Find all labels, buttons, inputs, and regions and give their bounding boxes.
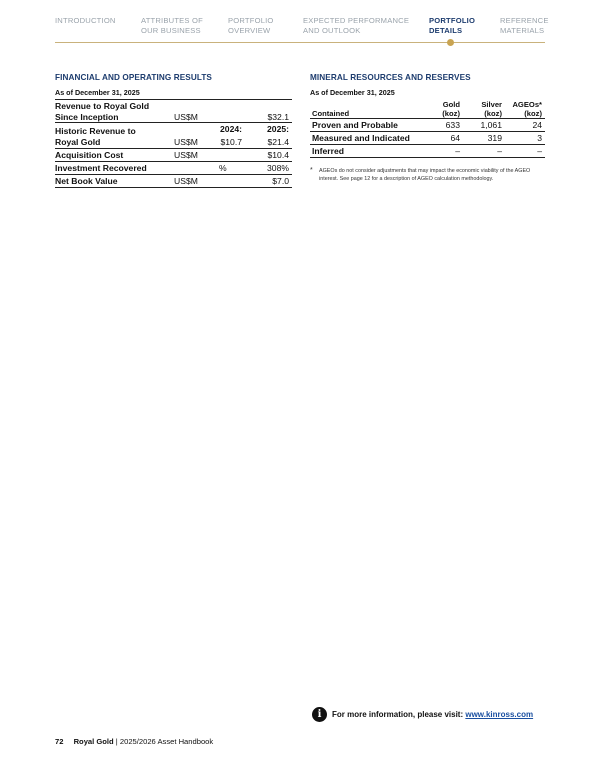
row-value: $32.1 bbox=[267, 112, 289, 122]
row-label-line2: Royal Gold bbox=[55, 137, 101, 147]
table-row bbox=[55, 123, 292, 149]
nav-reference-materials-line2: MATERIALS bbox=[500, 26, 545, 35]
footnote-text: AGEOs do not consider adjustments that may impact the economic viability of the AGEO interest. See page 12 for a description of AGEO calculation methodology. bbox=[319, 168, 531, 182]
header-gold-unit: (koz) bbox=[442, 109, 460, 118]
header-silver-unit: (koz) bbox=[484, 109, 502, 118]
footer-separator: | bbox=[113, 737, 120, 746]
table-row bbox=[55, 175, 292, 188]
reserves-title: MINERAL RESOURCES AND RESERVES bbox=[310, 73, 471, 82]
nav-expected-performance-line1: EXPECTED PERFORMANCE bbox=[303, 16, 410, 25]
row-value-b: $21.4 bbox=[267, 137, 289, 147]
row-unit: US$M bbox=[174, 137, 198, 147]
footer-doc-title: 2025/2026 Asset Handbook bbox=[119, 737, 214, 746]
row-value: 308% bbox=[267, 163, 289, 173]
row-unit: US$M bbox=[174, 176, 198, 186]
nav-attributes-line1: ATTRIBUTES OF bbox=[141, 16, 203, 25]
nav-attributes-line2: OUR BUSINESS bbox=[141, 26, 201, 35]
row-value: $7.0 bbox=[272, 176, 289, 186]
nav-expected-performance[interactable] bbox=[303, 16, 409, 36]
row-label: Inferred bbox=[312, 146, 344, 156]
more-info-prompt: For more information, please visit: bbox=[332, 710, 466, 719]
row-label-line1: Historic Revenue to bbox=[55, 126, 136, 136]
footer-brand: Royal Gold bbox=[73, 737, 114, 746]
footnote-mark: * bbox=[310, 167, 313, 174]
nav-reference-materials-line1: REFERENCE bbox=[500, 16, 549, 25]
row-year-head-b: 2025: bbox=[267, 124, 289, 134]
header-ageos: AGEOs* bbox=[512, 100, 542, 109]
reserves-as-of: As of December 31, 2025 bbox=[310, 88, 395, 97]
nav-portfolio-overview[interactable] bbox=[228, 16, 274, 36]
table-row bbox=[310, 145, 545, 158]
table-row bbox=[55, 162, 292, 175]
reserves-table bbox=[310, 99, 545, 158]
header-gold: Gold bbox=[442, 100, 460, 109]
nav-reference-materials[interactable] bbox=[500, 16, 549, 36]
row-gold: 633 bbox=[445, 120, 460, 130]
row-gold: 64 bbox=[450, 133, 460, 143]
row-ageos: 3 bbox=[537, 133, 542, 143]
header-silver: Silver bbox=[481, 100, 502, 109]
more-info-text bbox=[332, 710, 533, 719]
nav-portfolio-details-line1: PORTFOLIO bbox=[429, 16, 476, 25]
info-icon: i bbox=[312, 707, 327, 722]
row-label: Proven and Probable bbox=[312, 120, 398, 130]
nav-portfolio-overview-line1: PORTFOLIO bbox=[228, 16, 274, 25]
table-row bbox=[310, 119, 545, 132]
row-unit: % bbox=[219, 163, 227, 173]
row-label-line1: Revenue to Royal Gold bbox=[55, 101, 150, 111]
row-unit: US$M bbox=[174, 150, 198, 160]
row-gold: – bbox=[455, 146, 460, 156]
row-label: Investment Recovered bbox=[55, 163, 147, 173]
row-year-head-a: 2024: bbox=[220, 124, 242, 134]
row-ageos: 24 bbox=[532, 120, 542, 130]
financial-table bbox=[55, 99, 292, 188]
row-unit: US$M bbox=[174, 112, 198, 122]
row-label: Acquisition Cost bbox=[55, 150, 124, 160]
financial-as-of: As of December 31, 2025 bbox=[55, 88, 140, 97]
row-label: Net Book Value bbox=[55, 176, 118, 186]
ageo-footnote bbox=[310, 168, 545, 183]
table-row bbox=[55, 99, 292, 123]
active-section-indicator bbox=[447, 39, 454, 46]
kinross-link[interactable]: www.kinross.com bbox=[465, 710, 534, 719]
page-footer bbox=[55, 737, 213, 746]
row-value: $10.4 bbox=[267, 150, 289, 160]
row-silver: 319 bbox=[487, 133, 502, 143]
nav-attributes[interactable] bbox=[141, 16, 203, 36]
nav-introduction[interactable] bbox=[55, 16, 116, 26]
header-contained: Contained bbox=[312, 109, 350, 118]
header-ageos-unit: (koz) bbox=[524, 109, 542, 118]
table-row bbox=[310, 132, 545, 145]
nav-divider bbox=[55, 42, 545, 43]
nav-portfolio-details-line2: DETAILS bbox=[429, 26, 463, 35]
page-number: 72 bbox=[55, 737, 64, 746]
nav-expected-performance-line2: AND OUTLOOK bbox=[303, 26, 361, 35]
table-row bbox=[55, 149, 292, 162]
nav-portfolio-overview-line2: OVERVIEW bbox=[228, 26, 271, 35]
row-value-a: $10.7 bbox=[220, 137, 242, 147]
row-silver: 1,061 bbox=[480, 120, 502, 130]
row-label-line2: Since Inception bbox=[55, 112, 119, 122]
nav-portfolio-details[interactable] bbox=[429, 16, 475, 36]
nav-introduction-line2: INTRODUCTION bbox=[55, 16, 116, 25]
more-info bbox=[312, 707, 545, 723]
row-ageos: – bbox=[537, 146, 542, 156]
financial-title: FINANCIAL AND OPERATING RESULTS bbox=[55, 73, 212, 82]
row-silver: – bbox=[497, 146, 502, 156]
row-label: Measured and Indicated bbox=[312, 133, 410, 143]
table-header bbox=[310, 99, 545, 119]
